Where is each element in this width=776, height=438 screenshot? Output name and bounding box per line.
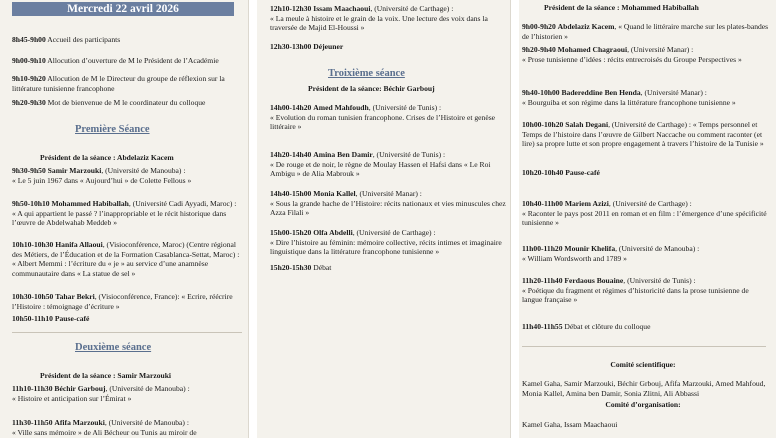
closing-item: 11h40-11h55 Débat et clôture du colloque [522,322,651,331]
session-title: Troixième séance [328,68,405,79]
talk-item: 11h20-11h40 Ferdaous Bouaine, (Université de Tunis) : « Poétique du fragment et régimes d’historicité dans la prose tunisienne de langue française » [522,276,749,305]
talk-item: 10h40-11h00 Mariem Azizi, (Université de Carthage) : « Raconter le pays post 2011 en roman et en film : l’émergence d’une spécificité tunisienne » [522,199,767,228]
talk-item: 10h30-10h50 Tahar Bekri, (Visioconférence, France): « Ecrire, réécrire l’Histoire : témoignage d’écriture » [12,292,233,311]
session-chair: Président de la séance : Mohammed Habiballah [544,3,699,12]
talk-item: 10h10-10h30 Hanifa Allaoui, (Visioconférence, Maroc) (Centre régional des Métiers, de l’Éducation et de la Formation Casablanca-Settat, Maroc) : « Albert Memmi : l’écriture du « je » au service d’une anamnèse communautaire dans « La statue de sel » [12,240,240,278]
divider [522,346,766,347]
scientific-committee-title: Comité scientifique: [610,360,676,369]
column-separator [510,0,519,438]
lunch-item: 12h30-13h00 Déjeuner [270,42,344,51]
divider [12,332,242,333]
talk-item: 14h00-14h20 Amed Mahfoudh, (Université de Tunis) : « Evolution du roman tunisien francophone. Crises de l’Histoire et genèse littéraire » [270,103,496,132]
talk-item: 9h50-10h10 Mohammed Habiballah, (Université Cadi Ayyadi, Maroc) : « A qui appartient le passé ? l’inappropriable et le récit historique dans l’œuvre de Abdelwahab Meddeb » [12,199,237,228]
organizing-committee-title: Comité d’organisation: [605,400,681,409]
session-chair: Président de la séance : Abdelaziz Kacem [40,153,174,162]
debate-item: 15h20-15h30 Débat [270,263,332,272]
talk-item: 9h40-10h00 Badereddine Ben Henda, (Université Manar) : « Bourguiba et son régime dans la littérature francophone tunisienne » [522,88,736,107]
program-item: 8h45-9h00 Accueil des participants [12,35,121,44]
talk-item: 14h20-14h40 Amina Ben Damir, (Université de Tunis) : « De rouge et de noir, le règne de Moulay Hassen el Hafsi dans « Le Roi Ambigu » de Alia Mabrouk » [270,150,491,179]
column-separator [248,0,257,438]
pause-item: 10h20-10h40 Pause-café [522,168,600,177]
program-item: 9h00-9h10 Allocution d’ouverture de M le Président de l’Académie [12,56,219,65]
organizing-committee-members: Kamel Gaha, Issam Maachaoui [522,420,618,429]
pause-item: 10h50-11h10 Pause-café [12,314,90,323]
talk-item: 9h20-9h40 Mohamed Chagraoui, (Université Manar) : « Prose tunisienne d’idées : récits entrecroisés du Groupe Perspectives » [522,45,742,64]
talk-item: 12h10-12h30 Issam Maachaoui, (Université de Carthage) : « La meule à histoire et le grain de la voix. Une lecture des voix dans la traversée de Majid El-Houssi » [270,4,488,33]
program-item: 9h20-9h30 Mot de bienvenue de M le coordinateur du colloque [12,98,206,107]
talk-item: 10h00-10h20 Salah Degani, (Université de Carthage) : « Temps personnel et Temps de l’histoire dans l’œuvre de Gilbert Naccache ou comment raconter (et lire) sa propre lutte et son propre engagement à travers l’histoire de la Tunisie » [522,120,764,149]
talk-item: 11h00-11h20 Mounir Khelifa, (Université de Manouba) : « William Wordsworth and 1789 » [522,244,700,263]
program-item: 9h10-9h20 Allocution de M le Directeur du groupe de réflexion sur la littérature tunisienne francophone [12,74,225,93]
scientific-committee-members: Kamel Gaha, Samir Marzouki, Béchir Grbouj, Afifa Marzouki, Amed Mahfoud, Monia Kallel, Amina ben Damir, Sonia Zlitni, Ali Abbassi [522,379,766,398]
day-date-banner: Mercredi 22 avril 2026 [12,2,234,16]
talk-item: 14h40-15h00 Monia Kallel, (Université Manar) : « Sous la grande hache de l’Histoire: récits nationaux et vies minuscules chez Azza Filali » [270,189,506,218]
talk-item: 15h00-15h20 Olfa Abdelli, (Université de Carthage) : « Dire l’histoire au féminin: mémoire collective, récits intimes et imaginaire linguistique dans la littérature francophone tunisienne » [270,228,502,257]
session-title: Deuxième séance [75,342,152,353]
session-chair: Président de la séance: Béchir Garbouj [308,84,435,93]
session-chair: Président de la séance : Samir Marzouki [40,371,172,380]
talk-item: 11h30-11h50 Afifa Marzouki, (Université de Manouba) : « Ville sans mémoire » de Ali Bécheur ou Tunis au miroir de [12,418,197,437]
talk-item: 9h30-9h50 Samir Marzouki, (Université de Manouba) : « Le 5 juin 1967 dans « Aujourd’hui » de Colette Fellous » [12,166,192,185]
talk-item: 11h10-11h30 Béchir Garbouj, (Université de Manouba) : « Histoire et anticipation sur l’Émirat » [12,384,190,403]
talk-item: 9h00-9h20 Abdelaziz Kacem, « Quand le littéraire marche sur les plates-bandes de l’historien » [522,22,769,41]
session-title: Première Séance [75,124,150,135]
